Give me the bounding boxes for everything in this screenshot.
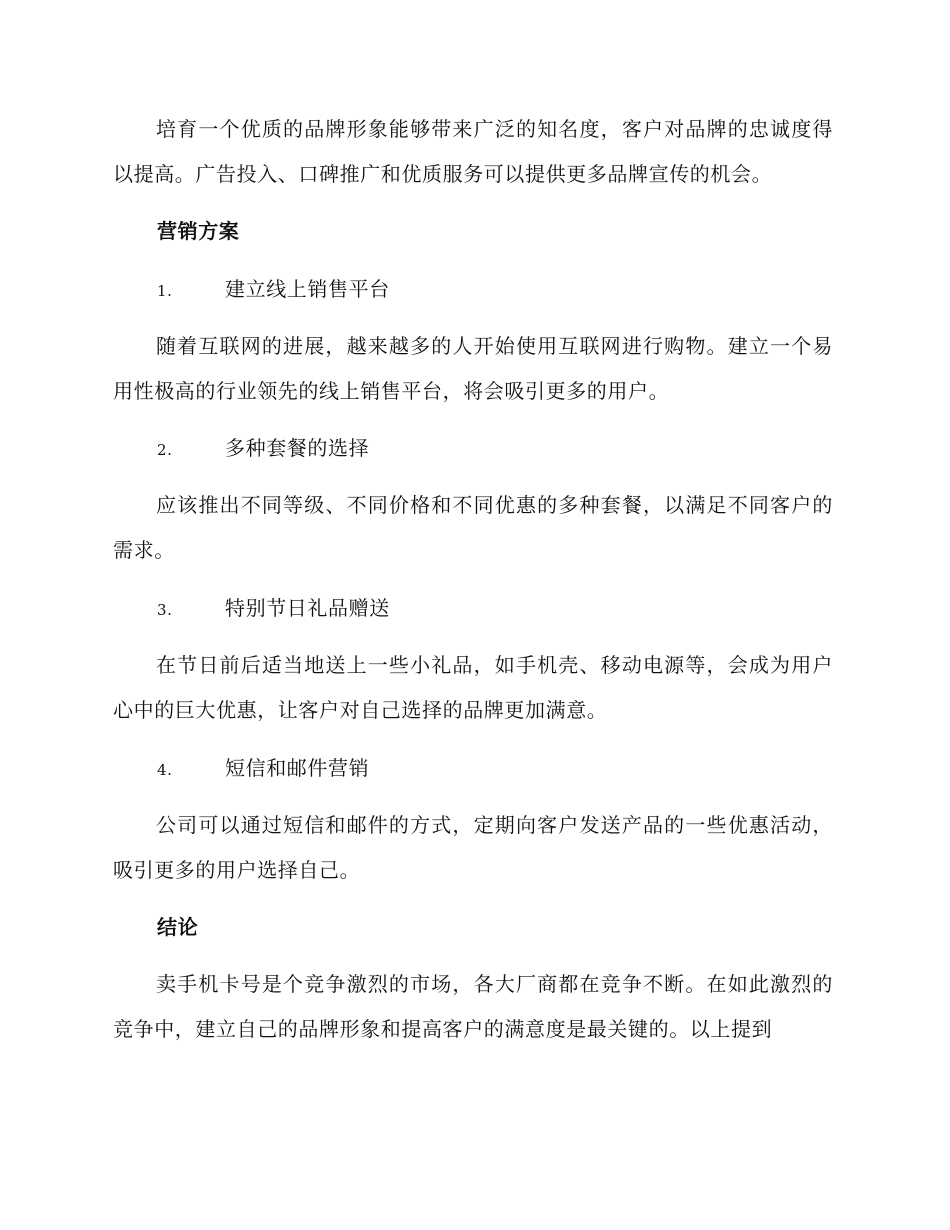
- list-item-1: [157, 275, 390, 305]
- list-item-number: 4.: [157, 761, 173, 779]
- intro-paragraph: 培育一个优质的品牌形象能够带来广泛的知名度，客户对品牌的忠诚度得以提高。广告投入、口碑推广和优质服务可以提供更多品牌宣传的机会。: [113, 117, 833, 186]
- list-item-number: 2.: [157, 441, 173, 459]
- list-item-body: 在节日前后适当地送上一些小礼品，如手机壳、移动电源等，会成为用户心中的巨大优惠，让客户对自己选择的品牌更加满意。: [113, 653, 833, 722]
- list-item-body: 应该推出不同等级、不同价格和不同优惠的多种套餐，以满足不同客户的需求。: [113, 493, 833, 562]
- list-item-title: 短信和邮件营销: [225, 756, 370, 780]
- list-item-body: 随着互联网的进展，越来越多的人开始使用互联网进行购物。建立一个易用性极高的行业领先的线上销售平台，将会吸引更多的用户。: [113, 334, 833, 403]
- list-item-body: 公司可以通过短信和邮件的方式，定期向客户发送产品的一些优惠活动，吸引更多的用户选择自己。: [113, 813, 833, 882]
- list-item-title: 特别节日礼品赠送: [225, 596, 390, 620]
- list-item-4: [157, 754, 369, 784]
- list-item-2: [157, 434, 369, 464]
- list-item-title: 多种套餐的选择: [225, 436, 370, 460]
- list-item-title: 建立线上销售平台: [225, 277, 390, 301]
- section-heading-marketing: 营销方案: [157, 219, 240, 243]
- section-heading-conclusion: 结论: [157, 915, 199, 939]
- conclusion-paragraph: 卖手机卡号是个竞争激烈的市场，各大厂商都在竞争不断。在如此激烈的竞争中，建立自己的品牌形象和提高客户的满意度是最关键的。以上提到: [113, 972, 833, 1041]
- list-item-number: 1.: [157, 282, 173, 300]
- list-item-number: 3.: [157, 601, 173, 619]
- list-item-3: [157, 594, 390, 624]
